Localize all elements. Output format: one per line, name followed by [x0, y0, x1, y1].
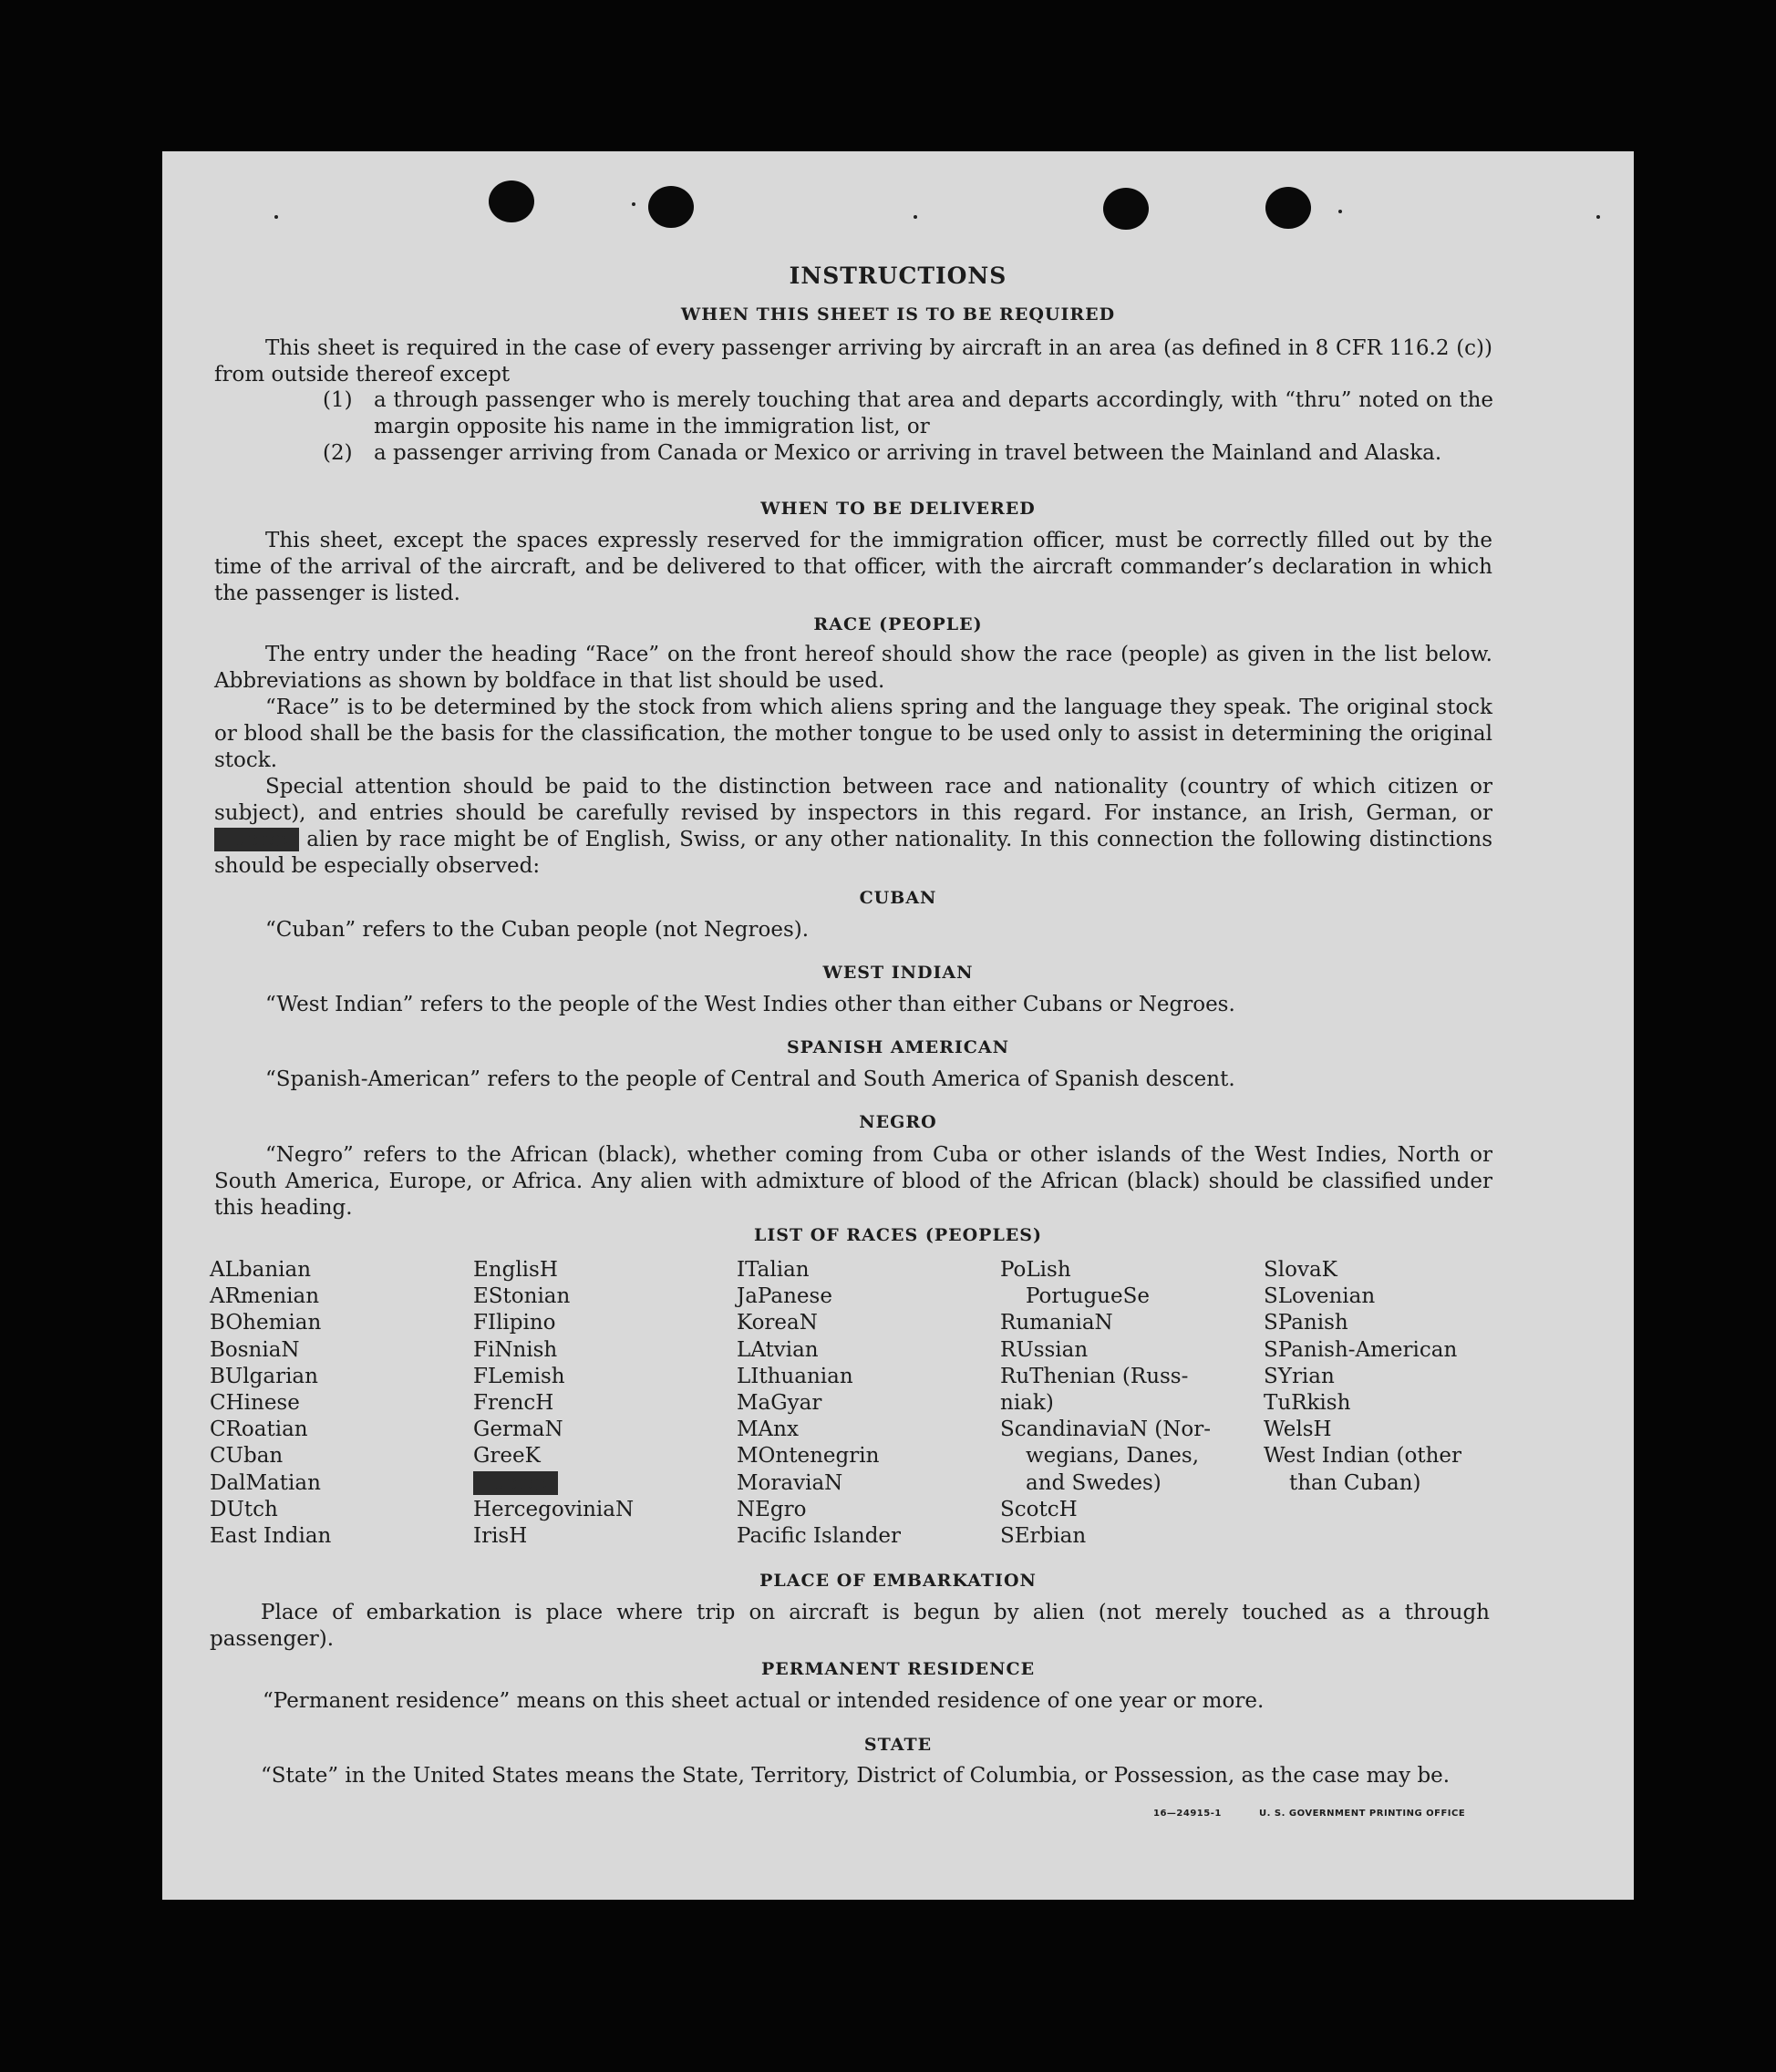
- paragraph: “Race” is to be determined by the stock from which aliens spring and the language they speak. The original stock or blood shall be the basis for the classification, the mother tongue to be used only to assist in determining the original stock.: [214, 696, 1492, 772]
- race-list-column: ITalian JaPanese KoreaN LAtvian LIthuanian MaGyar MAnx MOntenegrin MoraviaN NEgro Pacific Islander: [737, 1258, 902, 1549]
- section-heading: WEST INDIAN: [822, 963, 974, 983]
- section-heading: PERMANENT RESIDENCE: [760, 1659, 1036, 1679]
- section-heading: RACE (PEOPLE): [813, 614, 983, 634]
- paragraph: “West Indian” refers to the people of the West Indies other than either Cubans or Negroes.: [265, 993, 1235, 1016]
- race-list-column: PoLish PortugueSe RumaniaN RUssian RuThenian (Russ- niak) ScandinaviaN (Nor- wegians, Danes, and Swedes) ScotcH SErbian: [1000, 1258, 1211, 1549]
- paragraph: Special attention should be paid to the distinction between race and nationality (country of which citizen or subject), and entries should be carefully revised by inspectors in this regard. For instance, an Irish, German, or Hebrew alien by race might be of English, Swiss, or any other nationality. In this connection the following distinctions should be especially observed:: [214, 775, 1493, 878]
- list-item: a passenger arriving from Canada or Mexico or arriving in travel between the Mainland and Alaska.: [374, 441, 1442, 465]
- paragraph: “Permanent residence” means on this sheet actual or intended residence of one year or more.: [263, 1689, 1265, 1713]
- paragraph: “Spanish-American” refers to the people of Central and South America of Spanish descent.: [265, 1067, 1235, 1091]
- section-heading: SPANISH AMERICAN: [786, 1037, 1010, 1057]
- section-heading: WHEN THIS SHEET IS TO BE REQUIRED: [680, 304, 1116, 325]
- page-title: INSTRUCTIONS: [789, 263, 1007, 289]
- section-heading: NEGRO: [859, 1112, 937, 1132]
- section-heading: CUBAN: [859, 888, 937, 908]
- paragraph: “Cuban” refers to the Cuban people (not Negroes).: [265, 918, 810, 942]
- section-heading: STATE: [863, 1735, 933, 1755]
- paragraph: “State” in the United States means the State, Territory, District of Columbia, or Possession, as the case may be.: [261, 1764, 1451, 1788]
- list-item: a through passenger who is merely touching that area and departs accordingly, with “thru” noted on the margin opposite his name in the immigration list, or: [374, 388, 1493, 438]
- punch-hole: [1103, 188, 1149, 230]
- race-list-column: EnglisH EStonian FIlipino FiNnish FLemish FrencH GermaN GreeK Hebrew HercegoviniaN IrisH: [473, 1258, 635, 1549]
- list-item: (1): [323, 388, 353, 412]
- paragraph: The entry under the heading “Race” on the front hereof should show the race (people) as given in the list below. Abbreviations as shown by boldface in that list should be used.: [214, 643, 1492, 693]
- struck-out-word: Hebrew: [473, 1470, 558, 1495]
- punch-hole: [1265, 187, 1311, 229]
- paragraph: This sheet is required in the case of every passenger arriving by aircraft in an area (as defined in 8 CFR 116.2 (c)) from outside thereof except: [214, 336, 1492, 387]
- punch-hole: [648, 186, 694, 228]
- section-heading: PLACE OF EMBARKATION: [759, 1571, 1037, 1591]
- list-item: (2): [323, 441, 353, 465]
- struck-out-word: Hebrew: [214, 828, 299, 851]
- paragraph: This sheet, except the spaces expressly reserved for the immigration officer, must be correctly filled out by the time of the arrival of the aircraft, and be delivered to that officer, with the aircraft commander’s declaration in which the passenger is listed.: [214, 529, 1492, 605]
- race-list-column: ALbanian ARmenian BOhemian BosniaN BUlgarian CHinese CRoatian CUban DalMatian DUtch East Indian: [210, 1258, 332, 1549]
- document-sheet: [162, 151, 1634, 1900]
- form-number: 16—24915-1: [1153, 1809, 1222, 1819]
- paragraph: Place of embarkation is place where trip on aircraft is begun by alien (not merely touched as a through passenger).: [210, 1601, 1490, 1651]
- paragraph: “Negro” refers to the African (black), whether coming from Cuba or other islands of the West Indies, North or South America, Europe, or Africa. Any alien with admixture of blood of the African (black) should be classified under this heading.: [214, 1143, 1492, 1220]
- printer-imprint: U. S. GOVERNMENT PRINTING OFFICE: [1259, 1809, 1466, 1819]
- section-heading: WHEN TO BE DELIVERED: [760, 499, 1036, 519]
- punch-hole: [489, 180, 534, 222]
- race-list-column: SlovaK SLovenian SPanish SPanish-American SYrian TuRkish WelsH West Indian (other than Cuban): [1264, 1258, 1462, 1495]
- section-heading: LIST OF RACES (PEOPLES): [754, 1225, 1042, 1245]
